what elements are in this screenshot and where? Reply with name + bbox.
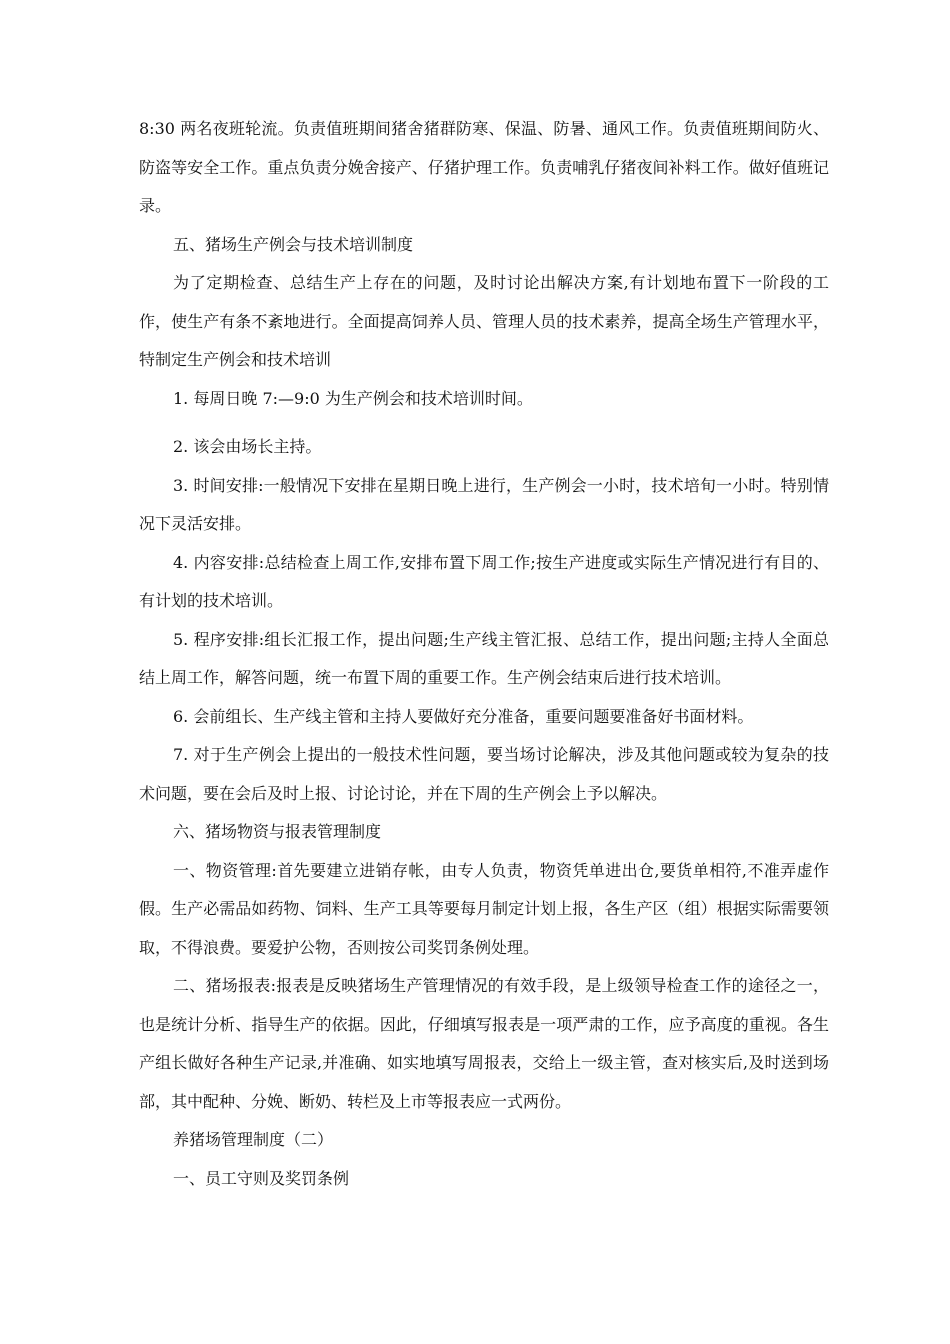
paragraph-continuation: 8:30 两名夜班轮流。负责值班期间猪舍猪群防寒、保温、防暑、通风工作。负责值班期间防火、防盗等安全工作。重点负责分娩舍接产、仔猪护理工作。负责哺乳仔猪夜间补料工作。做好值班记录。 [139,119,829,215]
list-item-6: 6. 会前组长、生产线主管和主持人要做好充分准备，重要问题要准备好书面材料。 [173,706,754,726]
list-item-2: 2. 该会由场长主持。 [173,437,322,456]
paragraph-materials: 一、物资管理:首先要建立进销存帐，由专人负责，物资凭单进出仓,要货单相符,不准弄虚作假。生产必需品如药物、饲料、生产工具等要每月制定计划上报，各生产区（组）根据实际需要领取，不得浪费。要爱护公物，否则按公司奖罚条例处理。 [139,860,829,957]
paragraph-reports: 二、猪场报表:报表是反映猪场生产管理情况的有效手段，是上级领导检查工作的途径之一，也是统计分析、指导生产的依据。因此，仔细填写报表是一项严肃的工作，应予高度的重视。各生产组长做好各种生产记录,并准确、如实地填写周报表，交给上一级主管，查对核实后,及时送到场部，其中配种、分娩、断奶、转栏及上市等报表应一式两份。 [139,976,829,1111]
section-heading-1: 一、员工守则及奖罚条例 [173,1168,350,1188]
list-item-4: 4. 内容安排:总结检查上周工作,安排布置下周工作;按生产进度或实际生产情况进行有目的、有计划的技术培训。 [139,552,829,610]
section-heading-5: 五、猪场生产例会与技术培训制度 [173,234,414,254]
list-item-5: 5. 程序安排:组长汇报工作，提出问题;生产线主管汇报、总结工作，提出问题;主持人全面总结上周工作，解答问题，统一布置下周的重要工作。生产例会结束后进行技术培训。 [139,629,829,687]
spacer [139,418,829,428]
paragraph-purpose: 为了定期检查、总结生产上存在的问题，及时讨论出解决方案,有计划地布置下一阶段的工作，使生产有条不紊地进行。全面提高饲养人员、管理人员的技术素养，提高全场生产管理水平，特制定生产例会和技术培训 [139,273,829,369]
list-item-3: 3. 时间安排:一般情况下安排在星期日晚上进行，生产例会一小时，技术培旬一小时。特别情况下灵活安排。 [139,475,829,533]
document-page [139,110,829,1198]
list-item-7: 7. 对于生产例会上提出的一般技术性问题，要当场讨论解决，涉及其他问题或较为复杂的技术问题，要在会后及时上报、讨论讨论，并在下周的生产例会上予以解决。 [139,745,829,803]
list-item-1: 1. 每周日晚 7:—9:0 为生产例会和技术培训时间。 [173,388,533,408]
section-heading-6: 六、猪场物资与报表管理制度 [173,822,382,841]
document-subtitle: 养猪场管理制度（二） [173,1130,334,1149]
